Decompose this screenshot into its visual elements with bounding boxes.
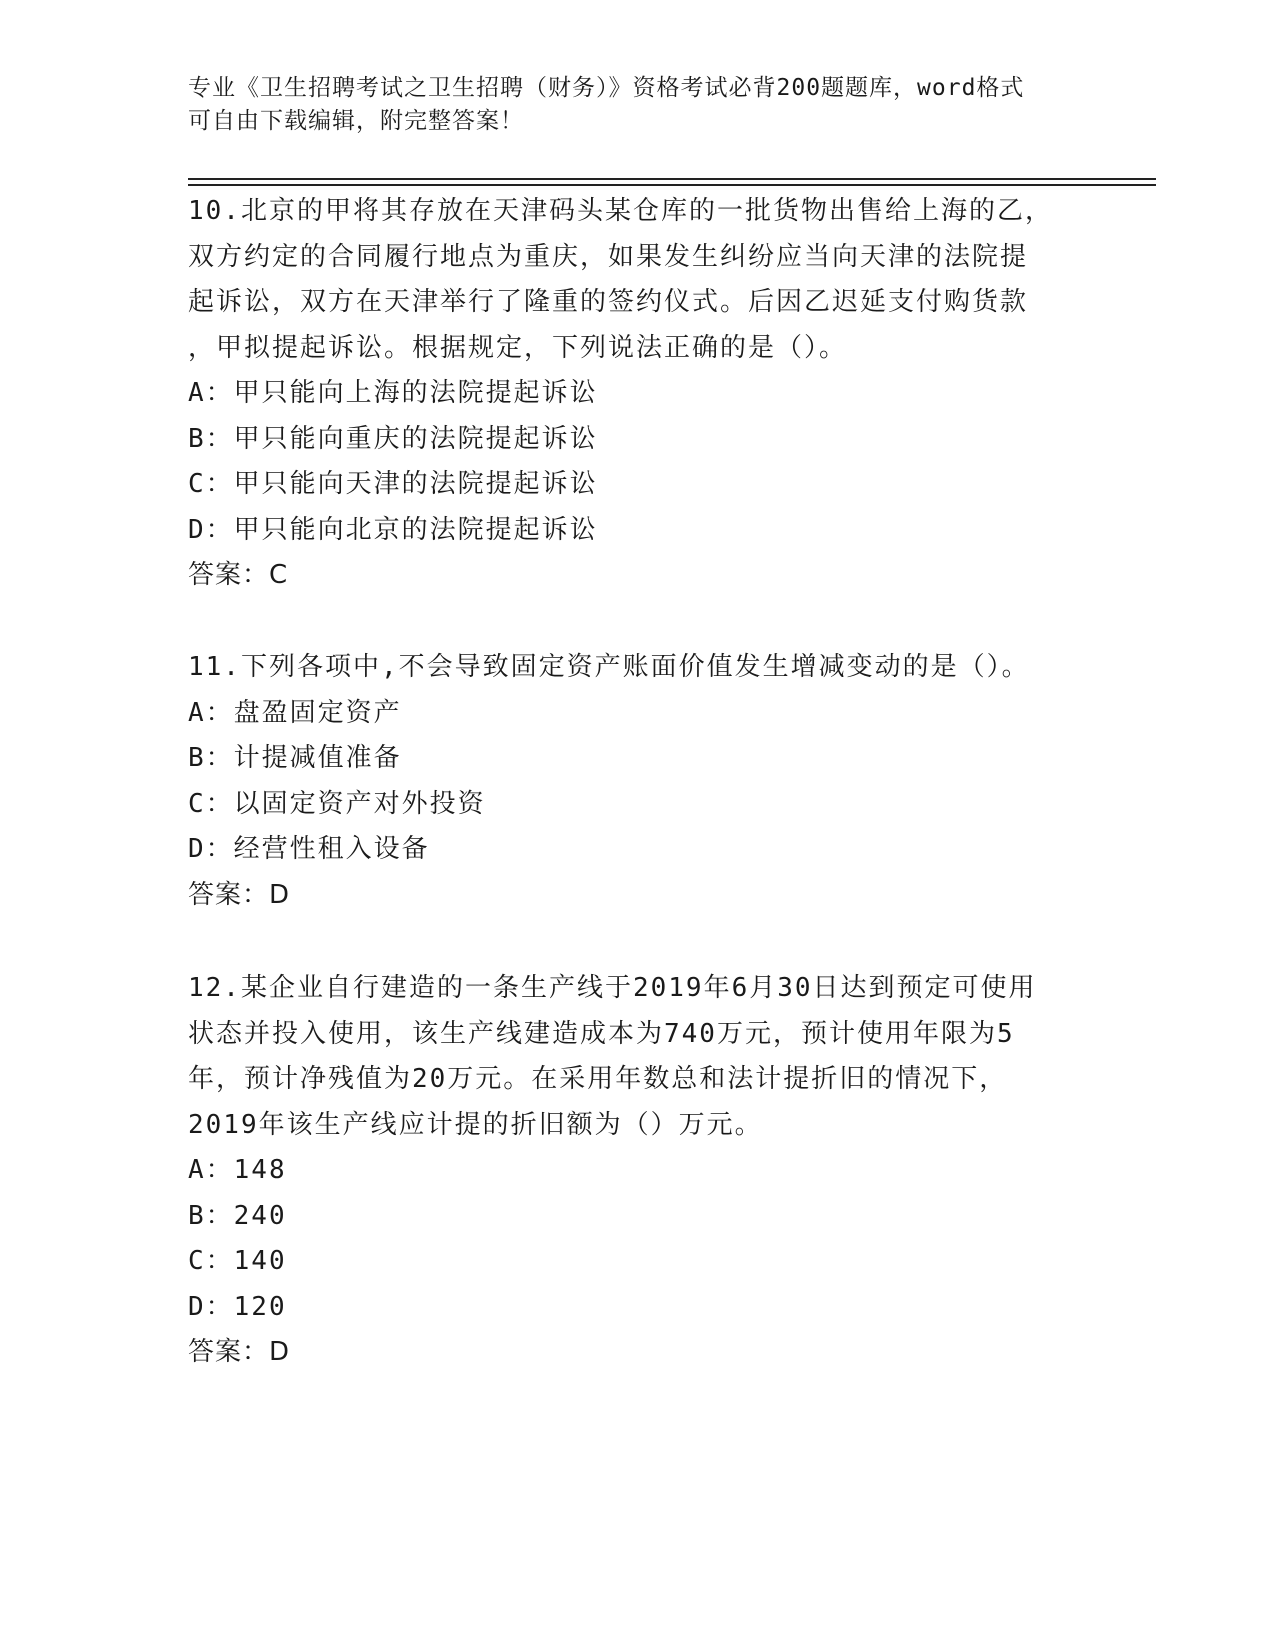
header-title-line-1: 专业《卫生招聘考试之卫生招聘（财务）》资格考试必背200题题库，word格式 <box>188 75 1025 101</box>
option-d: D：120 <box>188 1291 287 1322</box>
answer-label: 答案：C <box>188 560 289 590</box>
option-d: D：甲只能向北京的法院提起诉讼 <box>188 514 598 545</box>
question-stem-line: ，甲拟提起诉讼。根据规定，下列说法正确的是（）。 <box>188 332 848 363</box>
option-a: A：148 <box>188 1155 287 1185</box>
question-stem-line: 10.北京的甲将其存放在天津码头某仓库的一批货物出售给上海的乙， <box>188 196 1053 226</box>
option-c: C：甲只能向天津的法院提起诉讼 <box>188 469 598 499</box>
option-c: C：以固定资产对外投资 <box>188 788 486 819</box>
question-stem-line: 11.下列各项中,不会导致固定资产账面价值发生增减变动的是（）。 <box>188 652 1030 682</box>
question-stem-line: 双方约定的合同履行地点为重庆，如果发生纠纷应当向天津的法院提 <box>188 241 1029 272</box>
document-header <box>188 72 1088 138</box>
question-stem-line: 12.某企业自行建造的一条生产线于2019年6月30日达到预定可使用 <box>188 973 1037 1003</box>
option-b: B：240 <box>188 1200 287 1231</box>
option-b: B：甲只能向重庆的法院提起诉讼 <box>188 423 598 454</box>
question-11 <box>188 645 1088 918</box>
option-a: A：甲只能向上海的法院提起诉讼 <box>188 378 598 408</box>
header-divider-top <box>188 178 1156 180</box>
question-10 <box>188 189 1088 599</box>
question-stem-line: 年，预计净残值为20万元。在采用年数总和法计提折旧的情况下， <box>188 1064 1008 1094</box>
option-b: B：计提减值准备 <box>188 743 402 773</box>
question-stem-line: 起诉讼，双方在天津举行了隆重的签约仪式。后因乙迟延支付购货款 <box>188 287 1029 317</box>
option-c: C：140 <box>188 1246 287 1276</box>
answer-label: 答案：D <box>188 879 291 910</box>
question-12 <box>188 966 1088 1376</box>
option-d: D：经营性租入设备 <box>188 834 430 864</box>
question-stem-line: 状态并投入使用，该生产线建造成本为740万元，预计使用年限为5 <box>188 1018 1015 1049</box>
header-title-line-2: 可自由下载编辑，附完整答案！ <box>188 108 524 134</box>
question-stem-line: 2019年该生产线应计提的折旧额为（）万元。 <box>188 1109 763 1140</box>
answer-label: 答案：D <box>188 1337 291 1367</box>
header-divider-bottom <box>188 184 1156 186</box>
option-a: A：盘盈固定资产 <box>188 697 402 728</box>
